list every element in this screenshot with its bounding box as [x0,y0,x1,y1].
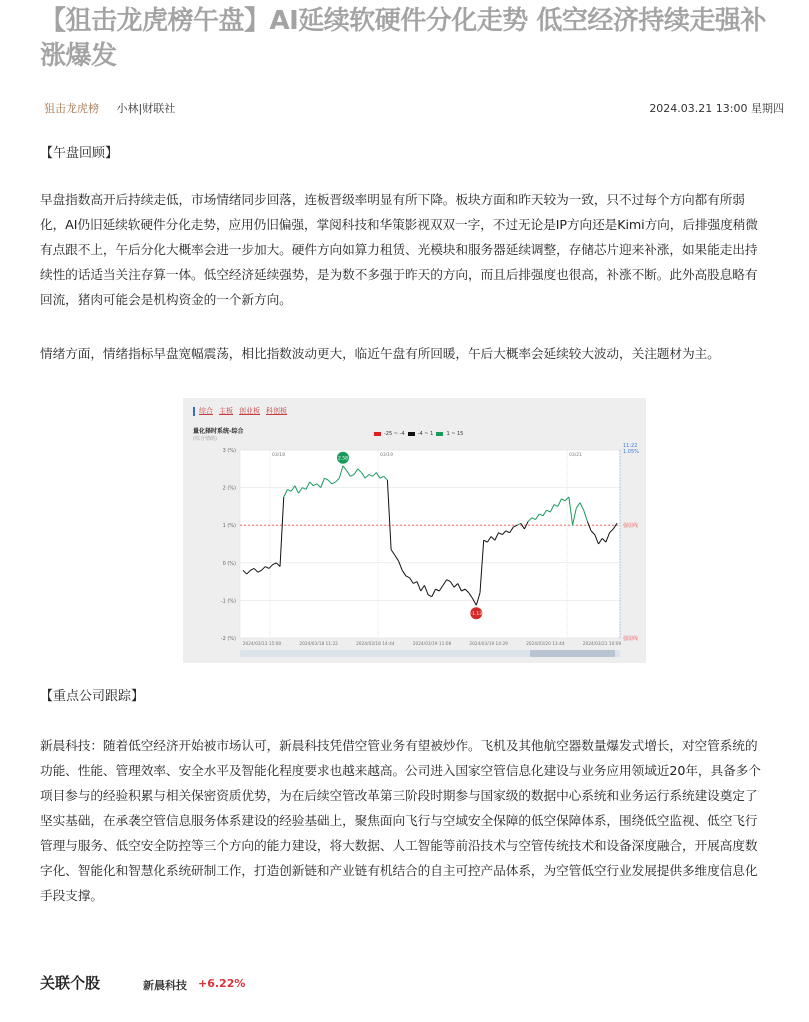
latest-time: 11:22 [623,443,638,449]
legend-label: -4 ~ 1 [417,431,434,437]
focus-paragraph-1: 新晨科技：随着低空经济开始被市场认可，新晨科技凭借空管业务有望被炒作。飞机及其他航空器数量爆发式增长，对空管系统的功能、性能、管理效率、安全水平及智能化程度要求也越来越高。公司进入国家空管信息化建设与业务应用领域近20年，具备多个项目参与的经验积累与相关保密资质优势，为在后续空管改革第三阶段时期参与国家级的数据中心系统和业务运行系统建设奠定了坚实基础，在承袭空管信息服务体系建设的经验基础上，聚焦面向飞行与空域安全保障的低空保障体系，围绕低空监视、低空飞行管理与服务、低空安全防控等三个方向的能力建设，将大数据、人工智能等前沿技术与空管传统技术和设备深度融合，开展高度数字化、智能化和智慧化系统研制工作，打造创新链和产业链有机结合的自主可控产品体系，为空管低空行业发展提供多维度信息化手段支撑。 [40,738,761,903]
review-paragraph-2: 情绪方面，情绪指标早盘宽幅震荡，相比指数波动更大，临近午盘有所回暖，午后大概率会延续较大波动，关注题材为主。 [40,346,720,361]
chart-scrollbar-thumb [530,650,615,657]
x-tick-label: 2024/03/18 11:22 [299,642,338,647]
day-divider-label: 03/18 [272,453,285,458]
related-stock-change[interactable]: +6.22% [198,977,246,990]
reference-line-label: 强弱线 [623,523,639,530]
article-title: 【狙击龙虎榜午盘】AI延续软硬件分化走势 低空经济持续走强补涨爆发 [40,6,766,71]
section-heading-review: 【午盘回顾】 [40,146,119,161]
day-divider-label: 03/21 [569,453,582,458]
x-tick-label: 2024/03/19 14:29 [469,642,508,647]
x-tick-label: 2024/03/13 15:00 [242,642,282,647]
legend-label: 1 ~ 15 [446,431,464,437]
chart-plot-area [183,398,646,663]
trough-marker-label: -1.13 [470,611,483,617]
y-tick-label: 0 (%) [222,560,236,567]
section-heading-focus: 【重点公司跟踪】 [40,689,145,704]
chart-tab[interactable]: 科创板 [266,407,287,415]
y-tick-label: -2 (%) [220,636,236,642]
related-stocks-heading: 关联个股 [40,974,101,992]
x-tick-label: 2024/03/21 10:09 [582,642,622,647]
article-date: 2024.03.21 13:00 星期四 [649,102,784,115]
x-tick-label: 2024/03/20 13:44 [526,642,565,647]
x-tick-label: 2024/03/19 11:08 [412,642,452,647]
chart-tab[interactable]: 创业板 [239,407,260,415]
bottom-line-label: 强弱线 [623,636,639,642]
y-tick-label: -1 (%) [220,598,236,605]
chart-tab[interactable]: 综合 [199,407,213,415]
latest-value: 1.05% [623,449,639,455]
y-tick-label: 3 (%) [222,448,236,454]
article-author: 小林|财联社 [116,102,176,115]
legend-label: -25 ~ -4 [384,431,405,437]
review-paragraph-1: 早盘指数高开后持续走低，市场情绪同步回落，连板晋级率明显有所下降。板块方面和昨天较为一致，只不过每个方向都有所弱化，AI仍旧延续软硬件分化走势，应用仍旧偏强，掌阅科技和华策影视双双一字，不过无论是IP方向还是Kimi方向，后排强度稍微有点跟不上，午后分化大概率会进一步加大。硬件方向如算力租赁、光模块和服务器延续调整，存储芯片迎来补涨，如果能走出持续性的话适当关注存算一体。低空经济延续强势，是为数不多强于昨天的方向，而且后排强度也很高，补涨不断。此外高股息略有回流，猪肉可能会是机构资金的一个新方向。 [40,192,758,307]
plot-background [240,450,620,638]
chart-title: 量化择时系统-综合 [193,428,244,435]
related-stock-name[interactable]: 新晨科技 [143,979,187,992]
sentiment-chart [183,398,646,663]
chart-tab[interactable]: 主板 [219,407,233,415]
article-meta [44,101,784,117]
chart-subtitle: (综合情绪) [193,436,217,442]
x-tick-label: 2024/03/18 14:44 [356,642,395,647]
peak-marker-label: 2.58 [337,456,348,462]
y-tick-label: 1 (%) [222,523,236,530]
article-source[interactable]: 狙击龙虎榜 [44,102,99,115]
day-divider-label: 03/19 [380,453,393,458]
y-tick-label: 2 (%) [222,485,236,492]
